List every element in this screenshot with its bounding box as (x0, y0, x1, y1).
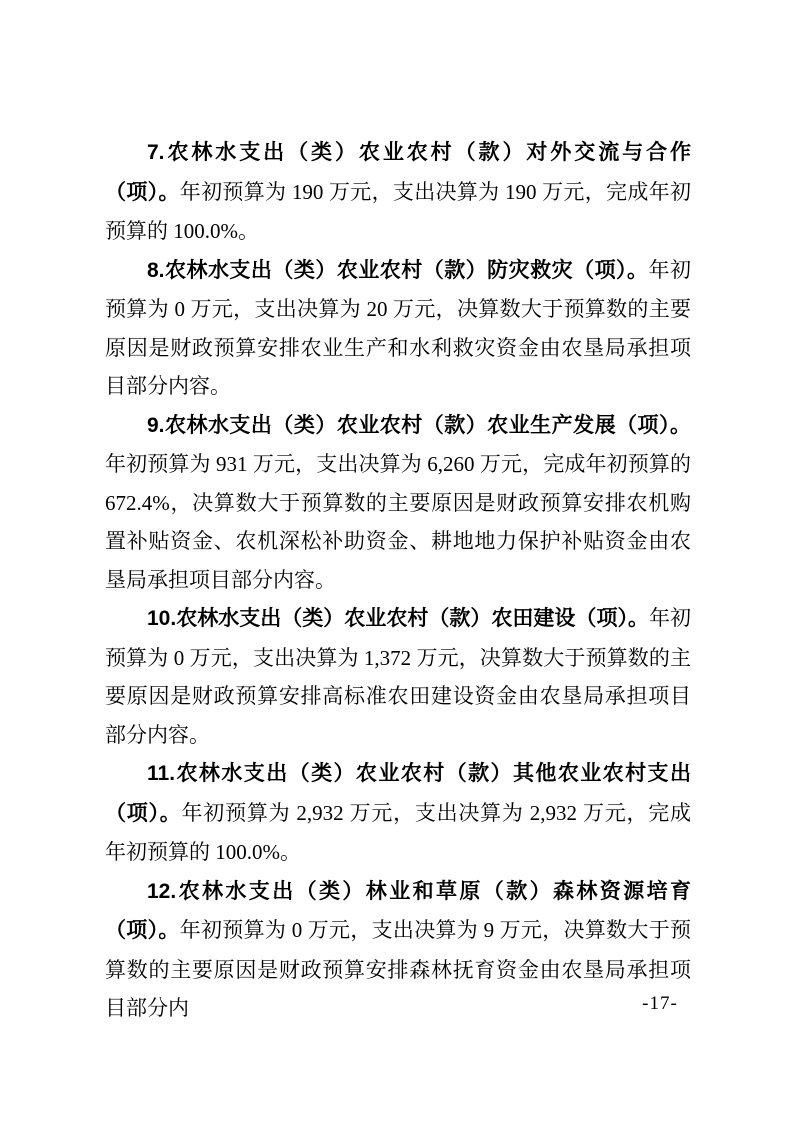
item-9-heading: 9.农林水支出（类）农业农村（款）农业生产发展（项）。 (147, 413, 691, 437)
item-9-body: 年初预算为 931 万元，支出决算为 6,260 万元，完成年初预算的 672.4%，决算数大于预算数的主要原因是财政预算安排农机购置补贴资金、农机深松补助资金、耕地地力保护补贴资金由农垦局承担项目部分内容。 (105, 452, 691, 592)
page-number: -17- (642, 993, 678, 1014)
item-12-heading: 12.农林水支出（类）林业和草原（款）森林资源培育（项）。 (105, 879, 691, 942)
item-11-body: 年初预算为 2,932 万元，支出决算为 2,932 万元，完成年初预算的 100.0%。 (105, 800, 692, 864)
item-10-body: 年初预算为 0 万元，支出决算为 1,372 万元，决算数大于预算数的主要原因是财政预算安排高标准农田建设资金由农垦局承担项目部分内容。 (105, 606, 691, 747)
item-7-heading: 7.农林水支出（类）农业农村（款）对外交流与合作（项）。 (105, 141, 691, 204)
budget-item-9 (105, 406, 691, 600)
budget-item-8 (105, 251, 691, 406)
item-8-heading: 8.农林水支出（类）农业农村（款）防灾救灾（项）。 (147, 258, 649, 282)
document-content (105, 133, 691, 1028)
budget-item-11 (105, 754, 691, 872)
item-7-body: 年初预算为 190 万元，支出决算为 190 万元，完成年初预算的 100.0%。 (105, 179, 692, 243)
budget-item-10 (105, 599, 691, 754)
budget-item-12 (105, 872, 691, 1028)
budget-item-7 (105, 133, 691, 251)
item-8-body: 年初预算为 0 万元，支出决算为 20 万元，决算数大于预算数的主要原因是财政预算安排农业生产和水利救灾资金由农垦局承担项目部分内容。 (105, 257, 692, 398)
item-10-heading: 10.农林水支出（类）农业农村（款）农田建设（项）。 (147, 607, 649, 630)
item-11-heading: 11.农林水支出（类）农业农村（款）其他农业农村支出（项）。 (105, 762, 691, 825)
item-12-body: 年初预算为 0 万元，支出决算为 9 万元，决算数大于预算数的主要原因是财政预算安排森林抚育资金由农垦局承担项目部分内 (105, 918, 692, 1020)
